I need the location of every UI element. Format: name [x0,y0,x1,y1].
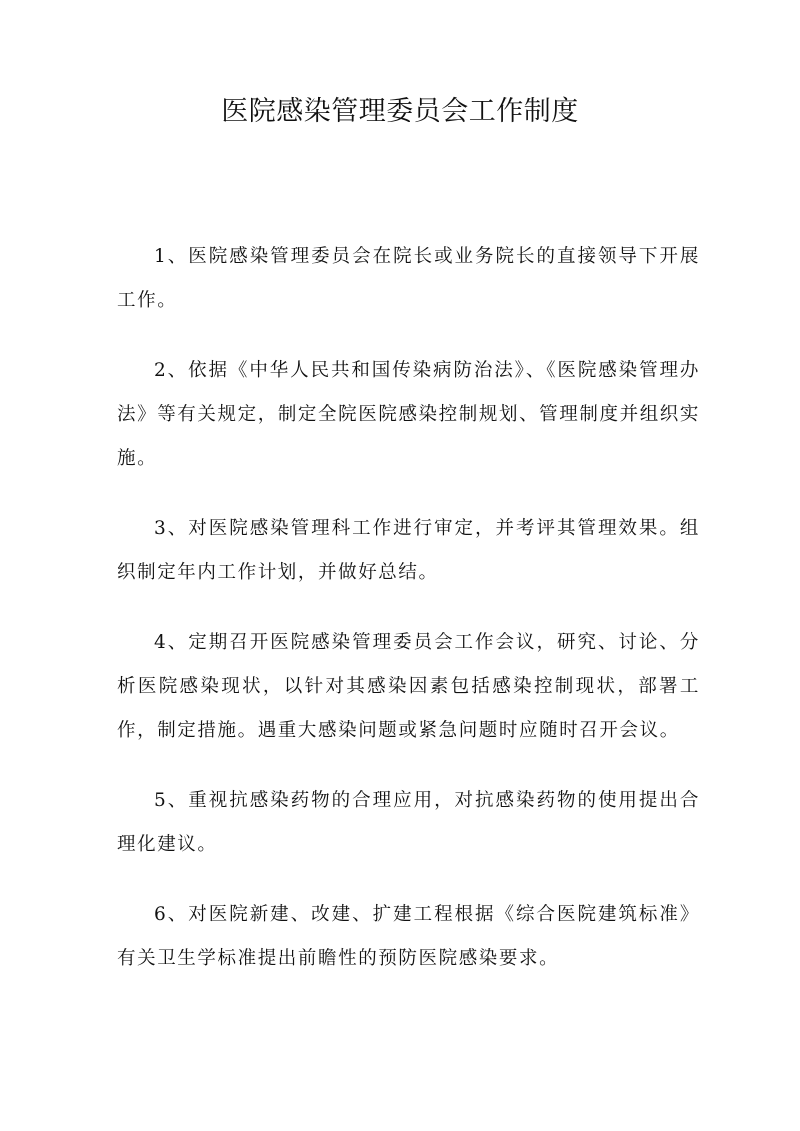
document-title: 医院感染管理委员会工作制度 [221,96,579,127]
paragraph-2: 2、依据《中华人民共和国传染病防治法》、《医院感染管理办法》等有关规定，制定全院医院感染控制规划、管理制度并组织实施。 [117,360,700,469]
document-body [117,235,700,1007]
paragraph-5: 5、重视抗感染药物的合理应用，对抗感染药物的使用提出合理化建议。 [117,790,700,855]
paragraph-3: 3、对医院感染管理科工作进行审定，并考评其管理效果。组织制定年内工作计划，并做好总结。 [117,518,700,583]
paragraph-4: 4、定期召开医院感染管理委员会工作会议，研究、讨论、分析医院感染现状，以针对其感染因素包括感染控制现状，部署工作，制定措施。遇重大感染问题或紧急问题时应随时召开会议。 [117,632,700,741]
paragraph-1: 1、医院感染管理委员会在院长或业务院长的直接领导下开展工作。 [117,246,700,311]
paragraph-6: 6、对医院新建、改建、扩建工程根据《综合医院建筑标准》有关卫生学标准提出前瞻性的预防医院感染要求。 [117,904,700,969]
